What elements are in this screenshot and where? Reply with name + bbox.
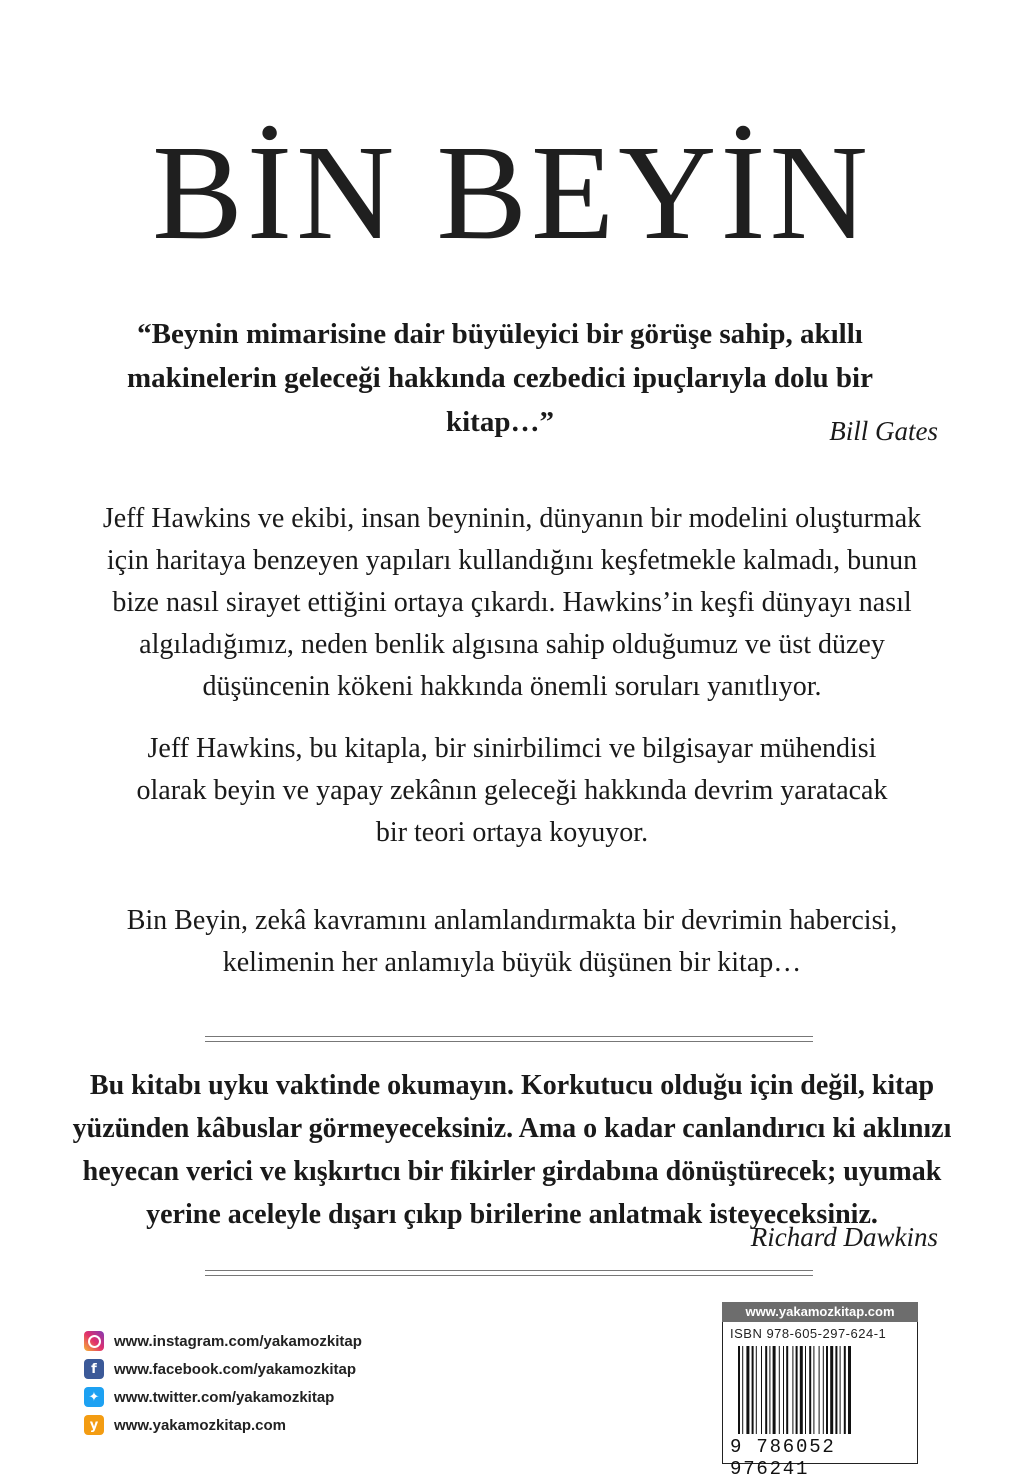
barcode-stripe (746, 1346, 749, 1434)
description-paragraph-1 (70, 498, 954, 708)
barcode-stripe (742, 1346, 743, 1434)
paragraph-line: olarak beyin ve yapay zekânın geleceği hakkında devrim yaratacak (136, 775, 888, 806)
social-link-text[interactable]: www.instagram.com/yakamozkitap (114, 1332, 362, 1350)
quote-line: “Beynin mimarisine dair büyüleyici bir görüşe sahip, akıllı (137, 318, 863, 350)
yakamoz-icon: y (84, 1415, 104, 1435)
quote-line: yüzünden kâbuslar görmeyeceksiniz. Ama o kadar canlandırıcı ki aklınızı (72, 1113, 952, 1144)
barcode-stripe (765, 1346, 767, 1434)
barcode-stripe (830, 1346, 833, 1434)
endorsement-quote-gates (70, 312, 930, 444)
paragraph-line: düşüncenin kökeni hakkında önemli soruları yanıtlıyor. (202, 671, 822, 702)
barcode-stripe (840, 1346, 841, 1434)
social-instagram[interactable] (84, 1330, 362, 1352)
social-website[interactable] (84, 1414, 286, 1436)
barcode-stripe (826, 1346, 828, 1434)
barcode-stripe (761, 1346, 762, 1434)
book-title: BİN BEYİN (152, 118, 872, 268)
quote-line: Bu kitabı uyku vaktinde okumayın. Korkutucu olduğu için değil, kitap (89, 1070, 935, 1101)
publisher-website-tag: www.yakamozkitap.com (722, 1302, 918, 1322)
isbn-text: ISBN 978-605-297-624-1 (730, 1326, 887, 1341)
barcode-stripe (823, 1346, 824, 1434)
barcode-stripe (805, 1346, 806, 1434)
quote-author-gates: Bill Gates (829, 416, 938, 446)
paragraph-line: Jeff Hawkins, bu kitapla, bir sinirbilimci ve bilgisayar mühendisi (147, 733, 877, 764)
barcode-stripe (769, 1346, 770, 1434)
barcode-stripe (786, 1346, 788, 1434)
divider-top-2 (205, 1041, 813, 1042)
quote-line: makinelerin geleceği hakkında cezbedici ipuçlarıyla dolu bir kitap…” (127, 362, 873, 438)
quote-line: heyecan verici ve kışkırtıcı bir fikirler girdabına dönüştürecek; uyumak (82, 1156, 942, 1187)
social-link-text[interactable]: www.facebook.com/yakamozkitap (114, 1360, 357, 1378)
barcode-stripe (809, 1346, 811, 1434)
barcode-stripe (783, 1346, 784, 1434)
barcode-stripe (800, 1346, 803, 1434)
paragraph-line: kelimenin her anlamıyla büyük düşünen bir kitap… (222, 947, 802, 978)
twitter-icon: ✦ (84, 1387, 104, 1407)
paragraph-line: bize nasıl sirayet ettiğini ortaya çıkardı. Hawkins’in keşfi dünyayı nasıl (112, 587, 912, 618)
paragraph-line: Jeff Hawkins ve ekibi, insan beyninin, dünyanın bir modelini oluşturmak (102, 503, 922, 534)
instagram-icon (84, 1331, 104, 1351)
barcode-stripe (779, 1346, 780, 1434)
barcode-number: 9 786052 976241 (730, 1436, 836, 1480)
barcode-stripe (819, 1346, 820, 1434)
description-paragraph-3 (70, 900, 954, 984)
barcode-icon (738, 1346, 906, 1436)
social-link-text[interactable]: www.yakamozkitap.com (114, 1416, 287, 1434)
divider-top-1 (205, 1036, 813, 1037)
paragraph-line: bir teori ortaya koyuyor. (375, 817, 649, 848)
barcode-stripe (813, 1346, 814, 1434)
paragraph-line: Bin Beyin, zekâ kavramını anlamlandırmakta bir devrimin habercisi, (126, 905, 898, 936)
social-twitter[interactable] (84, 1386, 334, 1408)
social-facebook[interactable] (84, 1358, 356, 1380)
divider-bottom-2 (205, 1275, 813, 1276)
quote-line: yerine aceleyle dışarı çıkıp birilerine anlatmak isteyeceksiniz. (146, 1199, 878, 1230)
barcode-stripe (848, 1346, 851, 1434)
description-paragraph-2 (70, 728, 954, 854)
paragraph-line: için haritaya benzeyen yapıları kullandığını keşfetmekle kalmadı, bunun (106, 545, 918, 576)
barcode-stripe (752, 1346, 754, 1434)
barcode-stripe (773, 1346, 776, 1434)
barcode-stripe (792, 1346, 793, 1434)
barcode-stripe (844, 1346, 846, 1434)
barcode-stripe (796, 1346, 798, 1434)
paragraph-line: algıladığımız, neden benlik algısına sahip olduğumuz ve üst düzey (139, 629, 885, 660)
divider-bottom-1 (205, 1270, 813, 1271)
barcode-stripe (835, 1346, 837, 1434)
barcode-stripe (738, 1346, 740, 1434)
social-link-text[interactable]: www.twitter.com/yakamozkitap (114, 1388, 335, 1406)
quote-author-dawkins: Richard Dawkins (750, 1222, 938, 1252)
facebook-icon: f (84, 1359, 104, 1379)
barcode-stripe (756, 1346, 757, 1434)
endorsement-quote-dawkins (60, 1064, 964, 1236)
